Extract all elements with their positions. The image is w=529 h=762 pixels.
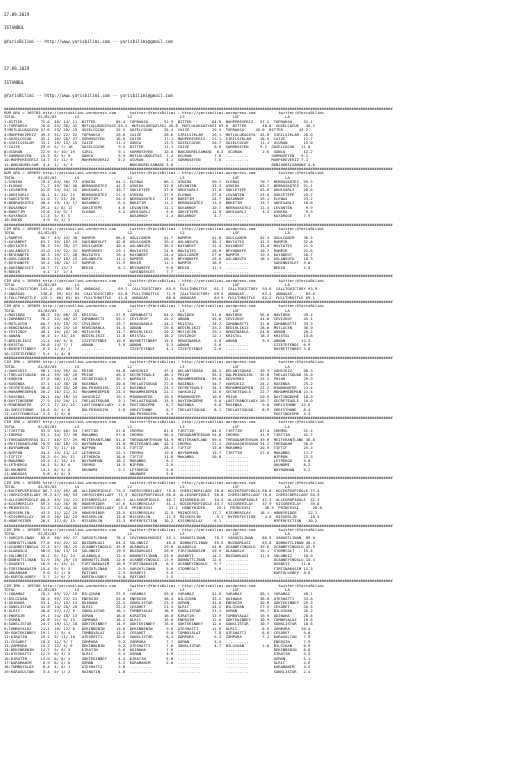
table-row: 2:CHERICHERILADY 76.2 47/ 40/ 53 CHERICHERILADY 71.5 KOCEKPUSPIDGLE 66.0 ALLEGROPIDGLE 56.8 CHERICHERILADY 70.6 CHERICHERILADY 64.9 [4,493,320,498]
table-row: 6:DONHATTLINAN 31.9 16/ 29/ 15 DONHATTLINAN 12.6 UCANBEYINOGLU 17.9 DONHATTLINAN 12.5 .......... UCANBEYINOGLU 15.4 [4,557,315,562]
table-row: 1:KOCEKPUSPIDGLE 86.7 53/ 49/ 48 ALLEGROPIDGLE 73.3 CHERICHERILADY 75.0 CHERICHERILADY 76.0 KOCEKPUSPIDGLE 80.0 KOCEKPUSPIDGLE 77.4 [4,489,320,494]
section-title: CIM IMO = 169700 http://yarisbilimi.wordpress.com twitter:@YarisBilimi : http://yarisbilimi.wordpress.com twitter:@YarisBilimi [4,583,325,588]
race-section [4,167,525,223]
table-row: 8:BOKETIM 25.6 14/ 9/ 7 ELENAS 3.2 AKHISARLI 5.6 GOKCETEPE 11.8 AKHISARLI 3.2 AYNIRA 9.3 [4,209,313,214]
table-row: 12:CESARET 18.3 11/ 3/ 7 ZAMPARA 9.2 ZAMPARA 7.7 OSMAN 5.5 .......... ENERGIN 7.9 [4,639,311,644]
table-row: 2:ELENAS 71.7 45/ 38/ 36 NEBRASKOTEZ 41.3 AYNIRA 52.0 LEVANTEN 33.3 AYNIRA 63.7 NEBRASKOTEZ 51.1 [4,184,313,189]
section-column-header: TOTAL 81/82/83 LS L2 L3 LSF LA [4,115,290,120]
section-title: CIM ARA = 169694 http://yarisbilimi.wordpress.com twitter:@YarisBilimi : http://yarisbilimi.wordpress.com twitter:@YarisBilimi [4,278,325,283]
race-section [4,300,525,356]
table-row: 6:MISSERLIN 43.3 11/ 22/ 19 HONEYRIDER 15.5 KISSMERILAY 12.9 PRINCESSI 17.7 KISSMERILAY 18.1 HONEYRIDER 22.1 [4,510,318,515]
section-column-header: TOTAL 81/82/83 LS L2 L3 LSF LA [4,175,290,180]
table-row: 6:OGULCANIM 38.5 21/ 15/ 19 ASLANSUTU 14.2 RAMPIR 20.5 BEYHANEFE 25.8 ASLANSUTU 18.3 ASLANSUTU 18.3 [4,257,313,262]
header-city: ISTANBUL [4,25,25,31]
table-row: 5:GOKCETEPE 41.0 7/ 21/ 20 BOKETIM 20.3 NEBRASKOTEZ 17.0 BOKETIM 24.7 BASARNOY 19.1 ELENAS 23.2 [4,196,313,201]
section-title: CIM ARA = 169693 http://yarisbilimi.wordpress.com twitter:@YarisBilimi : http://yarisbilimi.wordpress.com twitter:@YarisBilimi [4,227,325,232]
table-row: 2:IREMSU 93.2 34/ 37/ 38 MAKAMBO 57.6 IREMSU 56.4 THEDADAMTERSUN 54.8 IREMSU 41.9 TIRTTIN 42.7 [4,433,313,438]
table-row: 10:OKUNOMI 14.1 8/ 3/ 6 OKUNOMI 9.2 LETHERGO 5.6 .......... .......... BAYRAMHAN 5.2 [4,467,311,472]
race-sections [4,107,525,674]
table-row: 7:OVABEYI 16.9 4/ 15/ 11 FIRTINAKASIM 10.9 FIRTINAKASIM 8.5 UCANBEYINOGLU 9.7 .......... OVABEYI 11.6 [4,562,311,567]
table-row: 11:LASTCHANCELA 3.3 1/ 0/ 0 .......... DOLPHINSGIRL 5.4 .......... .......... PASTINDIEME 4.3 [4,411,311,416]
table-row: 6:ADNAN 36.5 1/ 33/ 16 BEDIRLIKIZ 11.8 KRISTAL 18.2 CEVIZKOY 12.1 KRISTAL 18.3 KRISTAL 14.8 [4,334,313,339]
table-row: 2:TOPRAKSU 70.6 53/ 30/ 42 MUTLULUKGOZYASI 55.2 MUTLULUKGOZYASI 45.8 MUTLULUKGOZYASI 63.6 BITTER 48.8 GUZELCOCUK 46.2 [4,123,315,128]
table-row: 8:DAYTINGDEME 27.9 15/ 20/ 11 THELASTSQUAD 9.1 THELASTSQUAD 15.5 DAYTINGDEME 9.0 LASTCHANCELADY 20.7 SECRETEAGLE 16.0 [4,398,313,403]
table-row: 9:KAYAROGE 11.4 3/ 5/ 5 .......... BASARNOY 2.4 BASARNOY 4.7 .......... KAYAROGE 7.9 [4,214,311,219]
table-row: 4:KISSMERILAY 59.3 34/ 36/ 36 HONEYRIDER 47.6 KISSMERILAY 31.1 KOCEKPUSPIDGLE 33.7 KISSMERILAY 37.9 KISSMERILAY 39.8 [4,502,320,507]
section-title: KUM ARA = 169705 http://yarisbilimi.wordpress.com twitter:@YarisBilimi : http://yarisbilimi.wordpress.com twitter:@YarisBilimi [4,111,325,116]
section-title: CIM IMO = 169696 http://yarisbilimi.wordpress.com twitter:@YarisBilimi : http://yarisbilimi.wordpress.com twitter:@YarisBilimi [4,360,325,365]
table-row: 11:ANDAGAS 9.8 4/ 0/ 2 .......... OKUNOMI 5.6 .......... .......... .......... [4,471,297,476]
section-separator: ########################################################################################################################################################################## [4,222,393,227]
table-row: 10:IZZETEFENDI 5.4 1/ 4/ 0 .......... .......... .......... .......... .......... [4,351,297,356]
race-section [4,416,525,476]
section-column-header: TOTAL 81/82/83 LS L2 L3 LSF LA [4,484,290,489]
table-row: 1:RAMPIR 86.7 43/ 43/ 38 RAMPIR 68.5 OGULCANIM 51.7 RAMPIR 51.8 OGULCANIM 52.3 OGULCANIM 36.5 [4,235,313,240]
table-row: 9:TUMBUYALAZ 21.1 16/ 12/ 8 DEKINBENIN 13.6 DEKINBENIN 9.8 ATESHATTI 11.6 OLRIC 8.9 ZAMPARA 10.4 [4,626,311,631]
table-row: 2:BILGIHAN 58.5 53/ 23/ 21 ENERGIN 25.0 ENERGIN 38.4 BILGIHAN 43.2 QUINAHA 38.0 ATESHATTI 33.8 [4,596,313,601]
table-row: 8:SAHINDEVLET 16.7 7/ 13/ 7 BEKIR 8.1 BEYHANEFE 9.8 BEKIR 11.1 .......... BEKIR 2.5 [4,265,311,270]
table-row: 2:KAYABEKT 63.7 39/ 15/ 19 SAHINDEVLET 42.8 OGULCANIM 39.4 ASLANSUTU 36.1 MAVIATES 41.3 RAMPIR 32.8 [4,239,313,244]
race-section [4,476,525,523]
table-row: 9:BEKIR 4.1 1/ 2/ 4 .......... SAHINDEVLET 7.7 .......... .......... .......... [4,270,297,275]
table-row: 11:KIRATIN 19.2 9/ 11/ 10 ATESHATTI 10.6 SANSLISTAR 8.4 ZAMPARA 5.3 ZAMPARA 7.1 KARASULTAN 7.9 [4,635,311,640]
table-row: 9:LETHERGO 16.1 5/ 8/ 6 IREMSU 14.5 NIPPON 2.6 .......... .......... OKUNOMI 8.2 [4,463,311,468]
table-row: 7:TIFTIF 28.5 6/ 10/ 11 LETHERGO 18.6 TIFTIF 11.8 MAKAMBO 20.0 .......... NIPPON 22.3 [4,454,313,459]
table-row: 1:VAHSIKIZ 98.1 54/ 39/ 42 PRIOR 54.8 VAHSIKIZ 47.4 DELANTSQUAD 58.5 DELANTSQUAD 49.3 VAHSIKIZ 40.3 [4,368,313,373]
table-row: 5:OLRIC 30.8 27/ 17/ 9 SANSLISTAR 18.1 TUMBUYALAZ 18.9 SANSLISTAR 21.1 OSMAN 26.7 BILGIHAN 26.2 [4,609,313,614]
table-row: 5:GUZELCOCUK 42.2 16/ 20/ 37 SORMUSEYEN 16.0 CAIZE 17.1 MAHPEREVERIZ 21.1 SIRILSIKLAM 18.9 CAIZE 12.7 [4,136,313,141]
section-separator: ########################################################################################################################################################################## [4,274,393,279]
table-row: 3:MUTLULUKGOZYA 57.6 23/ 28/ 19 GUZELCOCUK 32.5 GUZELCOCUK 35.4 CAIZE 29.5 TOPRAKSU 45.0 BITTER 43.2 [4,128,309,133]
table-row: 8:HONEYRIDER 26.5 11/ 8/ 13 MISSERLIN 13.3 MYPERFECTION 10.2 KISSMERILAY 6.1 .......... MYPERFECTION 10.2 [4,519,318,524]
table-row: 1:TIRTTIN 93.9 55/ 40/ 54 TIRTTIN 57.6 IREMSU 61.6 TIRTTIN 64.5 TIRTTIN 87.4 IREMSU 52.4 [4,429,313,434]
header-contact: @YarisBilimi -- http://www.yarisbilimi.com -- yarisbilimi@gmail.com [4,38,173,44]
table-row: 16:KIRATIN 12.0 8/ 0/ 2 GOKTEKINBEY 4.4 KIRATIN 5.0 .......... .......... OSMAN 5.1 [4,656,311,661]
race-section [4,356,525,416]
section-title: KUM ARA = 169692 http://yarisbilimi.wordpress.com twitter:@YarisBilimi : http://yarisbilimi.wordpress.com twitter:@YarisBilimi [4,171,325,176]
table-row: 10:RAKKO 4.9 0/ 3/ 2 .......... .......... .......... .......... .......... [4,218,297,223]
table-row: 3:MAVIATES 58.5 25/ 30/ 37 OGULCANIM 40.4 ASLANSUTU 38.5 KAYABEKT 31.4 KAYABEKT 33.0 MAVIATES 21.9 [4,244,313,249]
table-row: 17:KARAMANIM 8.9 8/ 2/ 6 OSMAN 3.2 KARAMANIM 2.8 .......... .......... OLRIC 4.6 [4,661,311,666]
table-row: 10:GOKTEKINBEY 19.7 7/ 9/ 4 TUMBUYALAZ 13.5 CESARET 9.8 TUMBUYALAZ 7.8 ATESHATTI 8.6 CESARET 9.6 [4,630,311,635]
section-column-header: TOTAL 81/82/83 LS L2 L3 LSF LA [4,308,290,313]
table-row: 2:THELASTSQUAD 60.4 39/ 26/ 20 PRIOR 49.3 SECRETEAGLE 46.1 PRIOR 55.3 DOLPHINSGIRL 35.8 THELASTSQUAD 35.0 [4,373,313,378]
section-column-header: TOTAL 81/82/83 LS L2 L3 LSF LA [4,282,290,287]
table-row: 3:MUTLUCEN 60.7 43/ 15/ 25 CEVIZKOY 43.7 RENGINARLA 34.1 KRISTAL 34.2 ZAMANHATTI 31.8 ZAMANHATTI 33.3 [4,321,313,326]
table-row: 7:OSMAN 26.8 21/ 9/ 15 ZAMPARA 16.2 OLRIC 16.0 ENERGIN 12.6 GOKTEKINBEY 10.9 TUMBUYALAZ 19.5 [4,618,313,623]
section-column-header: TOTAL 81/82/83 LS L2 L3 LSF LA [4,532,290,537]
race-section [4,107,525,167]
table-row: 11:BONJOURELSAM 4.4 1/ 4/ 3 ........... BONJOURELSAMANI 3.8 .......... .......... BONJOURELSAMANI 4.6 [4,162,315,167]
section-separator: ########################################################################################################################################################################## [4,416,393,421]
section-title: CIM IMO = 169697 http://yarisbilimi.wordpress.com twitter:@YarisBilimi : http://yarisbilimi.wordpress.com twitter:@YarisBilimi [4,420,325,425]
table-row: 4:MEITERANTLANE 70.9 18/ 18/ 23 BAYRAMHAN 43.8 MEITERANTLANE 43.3 IREMSU 27.2 ZERAGASHTERSUN 34.2 THEDADAM 36.6 [4,441,313,446]
table-row: 7:BEYHANEFE 35.4 16/ 20/ 17 RAMPIR 11.9 BEKIR 11.1 RAMPIR 18.9 .......... SAHINDEVLET 9.6 [4,261,311,266]
table-row: 6:SIRILSIKLAM 33.1 15/ 15/ 25 CAIZE 11.1 GONCA 13.5 GUZELCOCUK 20.7 GUZELCOCUK 11.1 UCURAN 15.0 [4,141,313,146]
section-title: CIM IMO = 169699 http://yarisbilimi.wordpress.com twitter:@YarisBilimi : http://yarisbilimi.wordpress.com twitter:@YarisBilimi [4,527,325,532]
table-row: 3:THEDADAMTERSU 81.7 40/ 37/ 29 MEITERANTLANE 51.6 THEDADAMTERSUN 54.9 MEITERANTLANE 59.4 THEDADAMTERSUN 39.0 MEITERANTLANE 36.8 [4,437,315,442]
table-row: 5:SULUNKIZ 36.1 6/ 31/ 24 ALABAGLU 12.4 DONHATTLINAN 23.6 OVABEYI 14.2 BUZDAMLASI 11.4 SULUNKIZ 18.0 [4,553,313,558]
table-row: 1:SARGUTLINAN 89.6 58/ 49/ 57 SARGUTLINAN 78.4 CEVIKNOLENDIDI 55.1 SARGUTLINAN 70.7 SARGUTLINAN 86.9 SARGUTLINAN 89.0 [4,536,315,541]
table-row: 5:BEYHANEFE 40.3 16/ 27/ 28 MAVIATES 19.4 KAYABEKT 24.4 OGULCANIM 27.6 RAMPIR 19.3 KAYABEKT 20.7 [4,252,313,257]
table-row: 18:TUMBUYALAZ 8.4 4/ 0/ 1 ATESHATTI 2.6 .......... .......... .......... KARAMANIM 4.2 [4,665,311,670]
table-row: 7:BEDIRLIKIZ 21.4 16/ 5/ 8 IZZETEFENDI 10.0 BUSRETTINBEY 15.6 RENGINARLA 5.8 ADNAN 9.3 ADNAN 12.3 [4,338,311,343]
table-row: 9:MINDHUNTER 27.3 7/ 15/ 22 LASTCHANCELADY 2.6 PASTINDIEME 8.7 RASENDA 8.6 RASENDA 9.0 SHRISTHONE 12.6 [4,403,311,408]
table-row: 6:MUHAMMEDEMIN 28.2 10/ 11/ 31 MUHAMMEDEMIN 23.5 MUHAMMEDEMIN 21.1 VAHSIKIZ 15.0 SECRETEAGLE 22.7 MUHAMMEDEMIN 21.4 [4,390,313,395]
table-row: 8:UCURAN 22.9 6/ 10/ 19 SIRIL 9.1 SORMUSEYEN 10.0 BONJOURELSAMANI 8.3 UCURAN 2.6 GONCA 12.2 [4,149,313,154]
section-separator: ########################################################################################################################################################################## [4,579,393,584]
table-row: 10:MAHPEREVERIZ 14.7 5/ 11/ 9 MAHPEREVERIZ 5.2 UCURAN 4.1 SORMUSEYEN 7.6 .......... MAHPEREVERIZ 7.3 [4,158,309,163]
race-section [4,579,525,674]
table-row: 2:DONHATTLINAN 77.0 53/ 32/ 32 BUZDAMLASI 64.4 SULUNKIZ 46.0 DONHATTLINAN 55.5 BUZDAMLASI 63.8 DONHATTLINAN 40.4 [4,540,315,545]
table-row: 3:ALLEGROPIDGLE 60.5 45/ 24/ 21 KISSMERILAY 60.1 ALLEGROPIDGLE 46.7 KISSMERILAY 34.5 ALLEGROPIDGLE 42.3 ALLEGROPIDGLE 42.3 [4,497,320,502]
table-row: 4:MAHPEREVERIZ 49.3 31/ 22/ 22 TOPRAKSU 26.6 CAIZE 26.6 SIRILSIKLAM 26.1 MUTLULUKGOZYA 43.6 SIRILSIKLAM 26.0 [4,132,313,137]
table-row: 3:KUKKIN 57.6 38/ 17/ 10 SECRETEAGLE 42.1 NARRATE 32.1 MUHAMMEDEMIN 55.0 DEVRIMEX 25.2 PRIOR 29.9 [4,377,313,382]
table-row: 10:KURTULUSBEY 3.7 2/ 0/ 2 KURTULUSBEY 0.0 PATTANI 2.5 .......... .......... .......... [4,575,297,580]
table-row: 8:SANSLISTAR 24.7 19/ 11/ 10 GOKTEKINBEY 14.9 GOKTEKINBEY 15.0 GOKTEKINBEY 12.6 SANSLISTAR 10.7 SANSLISTAR 10.6 [4,622,313,627]
table-row: 8:FIRTINAKASIM 15.4 9/ 9/ 3 SARGUTLINAN 9.3 SARGUTLINAN 5.6 STORMCOLT 5.6 .......... FIRTINAKASIM 11.3 [4,566,313,571]
table-row: 4:RASENDA 47.1 14/ 38/ 28 RASENDA 30.0 THELASTSQUAD 27.8 RASENDA 34.7 VAHSIKIZ 24.2 RASENDA 25.2 [4,381,313,386]
header-contact-repeat: @YarisBilimi -- http://www.yarisbilimi.com -- yarisbilimi@gmail.com [4,93,173,99]
table-row: 14:DEKINBENIN 14.7 9/ 6/ 3 KIRATIN 6.6 QUINAHA 7.6 .......... .......... DEKINBENIN 6.6 [4,648,311,653]
table-row: 7:CAIZE 29.9 5/ 7/ 18 GUZELCOCUK 9.5 BITTER 11.1 CAIZE 8.8 SORMUSEYEN 9.2 GUZELCOCUK 11.0 [4,145,311,150]
table-row: 3:LEVANTEN 52.8 24/ 34/ 15 AKHISARLI 49.7 GOKCETEPE 37.6 AKHISARLI 27.6 GOKCETEPE 43.8 AKHISARLI 28.6 [4,188,313,193]
table-row: 1:MAVIDEN 88.5 33/ 66/ 33 KRISTAL 57.9 ZAMANHATTI 64.2 MAVIDEN 51.0 MAVIDEN 56.0 MAVIDEN 49.4 [4,313,313,317]
section-column-header: TOTAL 81/82/83 LS L2 L3 LSF LA [4,231,290,236]
section-separator: ########################################################################################################################################################################## [4,166,393,171]
table-row: 4:AKHISARLI 38.1 4/ 34/ 22 NEBRASKOTEZ 21.5 AYNIRA 27.5 ELENAS 27.0 LEVANTEN 23.0 GOKCETEPE 25.7 [4,192,313,197]
table-row: 3:QUINAHA 53.1 31/ 13/ 13 QUINAHA 23.5 SANSLISTAR 23.5 OSMAN 31.0 ENERGIN 30.6 GOKTEKINBEY 29.3 [4,600,313,605]
section-column-header: TOTAL 81/82/83 LS L2 L3 LSF LA [4,588,290,592]
section-column-header: TOTAL 81/82/83 LS L2 L3 LSF LA [4,424,290,429]
table-row: 3:FULLTHROTTLE 129.1 60/ 63/ 64 FULLTHROTTLE 41.8 ANDAGAS 66.8 ANDAGAS 64.9 FULLTHROTTLE 82.2 FULLTHROTTLE 69.1 [4,295,315,300]
table-row: 13:ZAMPARA 15.2 12/ 4/ 6 DEKINBENIN 9.2 ATESHATTI 7.6 SANSLISTAR 4.7 BILGIHAN 2.6 BILGIHAN 6.9 [4,643,311,648]
header-date: 27.09.2019 [4,11,30,17]
section-title: CIM ARA = 169695 http://yarisbilimi.wordpress.com twitter:@YarisBilimi : http://yarisbilimi.wordpress.com twitter:@YarisBilimi [4,304,325,309]
table-row: 6:NEBRASKOTEZ 40.4 19/ 14/ 17 BASARNOY 6.4 BOKETIM 11.2 NEBRASKOTEZ 13.5 BOKETIM 15.7 AKHISARLI 16.8 [4,201,313,206]
table-row: 9:BUSRETTINBEY 8.3 1/ 6/ 1 .......... IZZETEFENDI 4.1 IZZETEFENDI 2.6 .......... BUSRETTINBEY 3.6 [4,347,311,352]
table-row: 15:ATESHATTI 12.9 6/ 5/ 2 OLRIC 6.4 OSMAN 5.9 .......... .......... KIRATIN 5.5 [4,652,311,657]
table-row: 5:PRINCESSI 51.3 22/ 28/ 42 CHERICHERILADY 25.6 PRINCESSI 31.1 HONEYRIDER 29.1 PRINCESSI 36.5 PRINCESSI 26.8 [4,506,322,511]
table-row: 9:ARKANSAN 9.0 5/ 1/ 8 PATTANI 2.5 OVABEYI 5.5 .......... .......... KURTULUSBEY 8.6 [4,570,311,575]
race-section [4,274,525,300]
table-row: 1:BITTER 72.0 46/ 14/ 11 BITTER 65.4 TOPRAKSU 52.9 BITTER 64.9 MAHPEREVERIZ 57.2 TOPRAKSU 52.1 [4,119,313,124]
race-section [4,524,525,580]
table-row: 2:ANDAGAS 130.6 59/ 63/ 64 CALLTOVICTORY 62.8 FULLTHROTTLE 71.9 CALLTOVICTORY 69.5 ANDAGAS 83.3 ANDAGAS 83.0 [4,291,315,296]
table-row: 2:ZAMANHATTI 76.2 22/ 48/ 47 ZAMANHATTI 53.2 CEVIZKOY 42.2 ADNAN 45.6 CEVIZKOY 41.6 CEVIZKOY 45.1 [4,317,313,322]
race-section [4,223,525,275]
table-row: 19:KARASULTAN 3.4 0/ 1/ 2 RAINATIN 1.8 .......... .......... .......... SANSLISTAR 2.4 [4,669,311,674]
table-row: 6:NIPPON 34.4 14/ 13/ 13 LETHERGO 25.1 IREMSU 19.6 BAYRAMHAN 13.7 TIRTTIN 27.0 MAKAMBO 17.7 [4,450,313,455]
section-separator: ########################################################################################################################################################################## [4,106,393,111]
table-row: 1:CALLTOVICTORY 141.4 65/ 86/ 74 ANDAGAS 89.7 CALLTOVICTORY 83.9 FULLTHROTTLE 81.7 CALLTOVICTORY 93.6 CALLTOVICTORY 93.9 [4,287,318,292]
table-row: 10:SHRISTHONE 10.6 6/ 4/ 6 DOLPHINSGIRL 2.6 SHRISTHONE 8.7 THELASTSQUAD 8.1 THELASTSQUAD 8.9 SHRISTHONE 8.4 [4,407,311,412]
table-row: 8:MAKAMBO 25.4 4/ 15/ 14 BAYRAMHAN 18.2 MAKAMBO 8.2 .......... .......... LETHERGO 9.6 [4,459,311,464]
table-row: 1:YARAMAZ 70.2 49/ 22/ 19 BILGIHAN 37.9 YARAMAZ 55.0 YARAMAZ 51.8 YARAMAZ 50.1 YARAMAZ 48.1 [4,592,313,597]
table-row: 7:BASARNOY 29.2 5/ 8/ 17 GOKCETEPE 4.6 LEVANTEN 11.1 BASARNOY 10.7 NEBRASKOTEZ 11.4 LEVANTEN 9.9 [4,205,313,210]
header-city-repeat: ISTANBUL [4,79,25,85]
table-row: 9:SORMUSEYEN 15.5 8/ 9/ 9 GONCA 5.9 MUTLULUKGOZYAS 7.4 UCURAN 7.6 .......... SORMUSEYEN 9.1 [4,154,309,159]
section-separator: ########################################################################################################################################################################## [4,523,393,528]
table-row: 3:UCANBEYINOGLU 72.4 57/ 36/ 25 UCANBEYINOGLU 45.6 ALABAGLU 29.8 ALABAGLU 44.8 UCANBEYINOGLU 39.6 UCANBEYINOGLU 32.9 [4,545,315,550]
section-separator: ########################################################################################################################################################################## [4,355,393,360]
table-row: 7:RASENDA 28.1 10/ 18/ 15 VAHSIKIZ 19.1 MINDHUNTER 19.5 MINDHUNTER 10.0 PRIOR 20.9 DAYTINGDEME 18.9 [4,394,313,399]
table-row: 4:SANSLISTAR 41.8 14/ 20/ 20 OLRIC 22.3 CESARET 21.5 OLRIC 24.2 BILGIHAN 27.5 CESARET 26.5 [4,605,313,610]
table-row: 7:KISSMERILAY 39.9 26/ 10/ 23 MISSERLIN 13.0 MISSERLIN 11.3 MISSERLIN 9.1 MYPERFECTION 4.6 MISSERLIN 18.5 [4,514,320,519]
table-row: 6:ENERGIN 29.1 24/ 18/ 13 OSMAN 18.0 KIRATIN 16.0 KIRATIN 12.9 TUMBUYALAZ 19.9 QUINAHA 20.6 [4,613,313,618]
table-row: 1:AYNIRA 79.4 63/ 38/ 77 AYNIRA 64.1 ELENAS 66.1 AYNIRA 59.1 ELENAS 70.7 NEBRASKOTEZ 59.5 [4,179,313,184]
section-separator: ########################################################################################################################################################################## [4,476,393,481]
section-column-header: TOTAL 81/82/83 LS L2 L3 LSF LA [4,364,290,369]
table-row: 5:CEVIZKOY 46.1 16/ 19/ 20 MUTLUCEN 14.7 BEDIRLIKIZ 20.2 MUTLUCEN 29.1 RENGINARLA 24.6 ADNAN 20.2 [4,330,313,335]
table-row: 4:ASLANSUTU 47.0 14/ 32/ 32 RAMPIRBEY 29.1 MAVIATES 24.8 MAVIATES 28.0 BEYHANEFE 10.7 RAMPIR 21.6 [4,248,313,253]
table-row: 4:RENGINARLA 49.4 26/ 25/ 16 RENGINARLA 34.5 ADNAN 29.8 BEDIRLIKIZ 33.2 BEDIRLIKIZ 28.6 MUTLUCEN 30.0 [4,325,313,330]
table-row: 5:BAYRAMHAN 52.7 9/ 11/ 10 NIPPON 33.3 TIFTIF 28.3 TIFTIF 15.0 MAKAMBO 20.9 TIFTIF 25.3 [4,446,313,451]
section-title: CIM IMO = 169698 http://yarisbilimi.wordpress.com twitter:@YarisBilimi : http://yarisbilimi.wordpress.com twitter:@YarisBilimi [4,480,325,485]
table-row: 4:ALABAGLU 50.9 30/ 13/ 14 SULUNKIZ 19.5 BUZDAMLASI 26.6 FIRTINAKASIM 25.9 ALABAGLU 15.1 STORMCOLT 19.4 [4,549,313,554]
table-row: 8:KRISTAL 20.8 14/ 7/ 7 ADNAN 3.9 ADNAN 5.3 ADNAN 5.6 .......... IZZETEFENDI 6.9 [4,343,311,348]
section-separator: ########################################################################################################################################################################## [4,300,393,305]
table-row: 5:SECRETEAGLE 38.8 18/ 35/ 26 DOLPHINSGIRL 27.3 RASENDA 24.1 SECRETEAGLE 34.3 MUHAMMEDEMIN 23.2 MINDHUNTER 23.4 [4,386,313,391]
header-date-repeat: 27.09.2019 [4,65,30,71]
